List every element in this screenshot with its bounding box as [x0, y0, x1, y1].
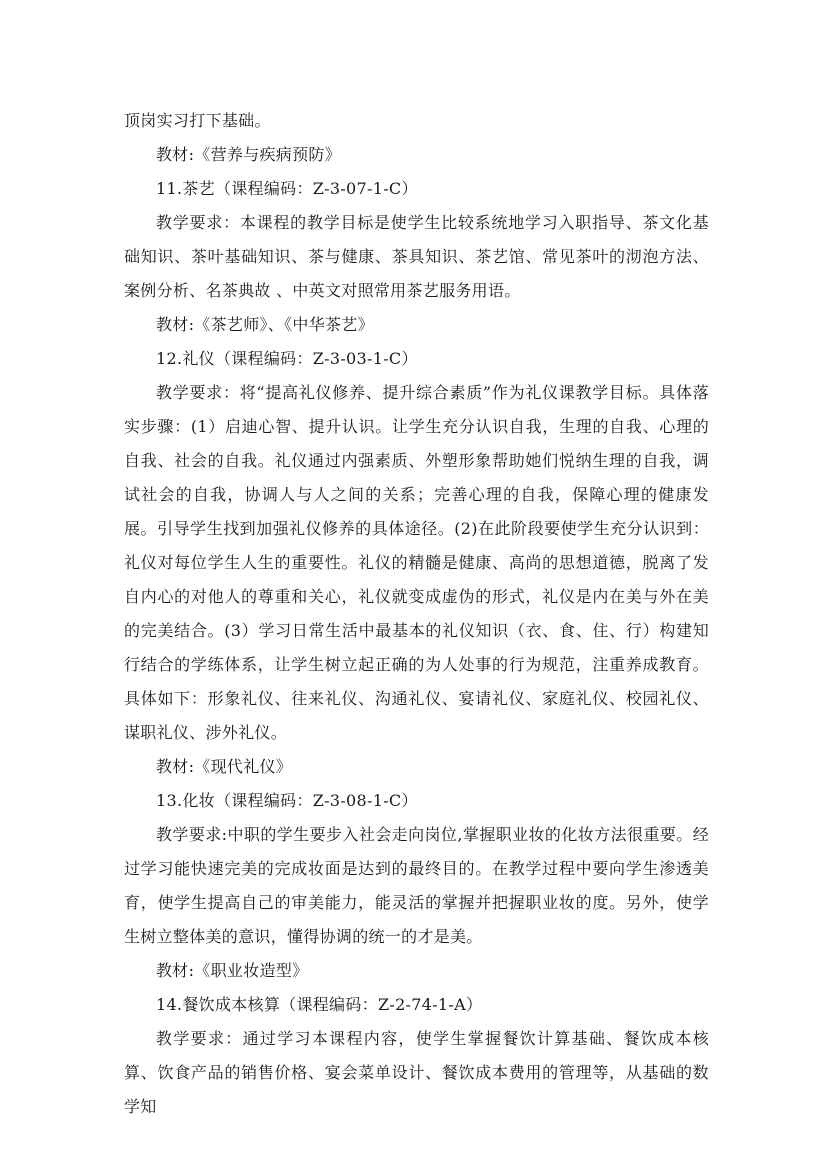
teaching-requirement-12: 教学要求：将“提高礼仪修养、提升综合素质”作为礼仪课教学目标。具体落实步骤：(1）启迪心智、提升认识。让学生充分认识自我，生理的自我、心理的自我、社会的自我。礼仪通过内强素质、外塑形象帮助她们悦纳生理的自我，调试社会的自我，协调人与人之间的关系；完善心理的自我，保障心理的健康发展。引导学生找到加强礼仪修养的具体途径。(2)在此阶段要使学生充分认识到：礼仪对每位学生人生的重要性。礼仪的精髓是健康、高尚的思想道德，脱离了发自内心的对他人的尊重和关心，礼仪就变成虚伪的形式，礼仪是内在美与外在美的完美结合。(3）学习日常生活中最基本的礼仪知识（衣、食、住、行）构建知行结合的学练体系，让学生树立起正确的为人处事的行为规范，注重养成教育。具体如下：形象礼仪、往来礼仪、沟通礼仪、宴请礼仪、家庭礼仪、校园礼仪、谋职礼仪、涉外礼仪。: [124, 383, 709, 742]
textbook-line-11: 教材:《茶艺师》、《中华茶艺》: [156, 315, 374, 334]
paragraph-continuation: 顶岗实习打下基础。: [124, 111, 271, 130]
textbook-line-10: 教材:《营养与疾病预防》: [156, 145, 341, 164]
course-heading-14: 14.餐饮成本核算（课程编码：Z-2-74-1-A）: [156, 995, 483, 1014]
teaching-requirement-13: 教学要求:中职的学生要步入社会走向岗位,掌握职业妆的化妆方法很重要。经过学习能快速完美的完成妆面是达到的最终目的。在教学过程中要向学生渗透美育，使学生提高自己的审美能力，能灵活的掌握并把握职业妆的度。另外，使学生树立整体美的意识，懂得协调的统一的才是美。: [124, 825, 709, 946]
course-heading-11: 11.茶艺（课程编码：Z-3-07-1-C）: [156, 179, 418, 198]
document-page: [124, 104, 709, 1124]
course-heading-12: 12.礼仪（课程编码：Z-3-03-1-C）: [156, 349, 418, 368]
textbook-line-13: 教材:《职业妆造型》: [156, 961, 309, 980]
teaching-requirement-14: 教学要求：通过学习本课程内容，使学生掌握餐饮计算基础、餐饮成本核算、饮食产品的销售价格、宴会菜单设计、餐饮成本费用的管理等，从基础的数学知: [124, 1029, 709, 1116]
teaching-requirement-11: 教学要求：本课程的教学目标是使学生比较系统地学习入职指导、茶文化基础知识、茶叶基础知识、茶与健康、茶具知识、茶艺馆、常见茶叶的沏泡方法、案例分析、名茶典故 、中英文对照常用茶艺服务用语。: [124, 213, 709, 300]
textbook-line-12: 教材:《现代礼仪》: [156, 757, 293, 776]
course-heading-13: 13.化妆（课程编码：Z-3-08-1-C）: [156, 791, 418, 810]
